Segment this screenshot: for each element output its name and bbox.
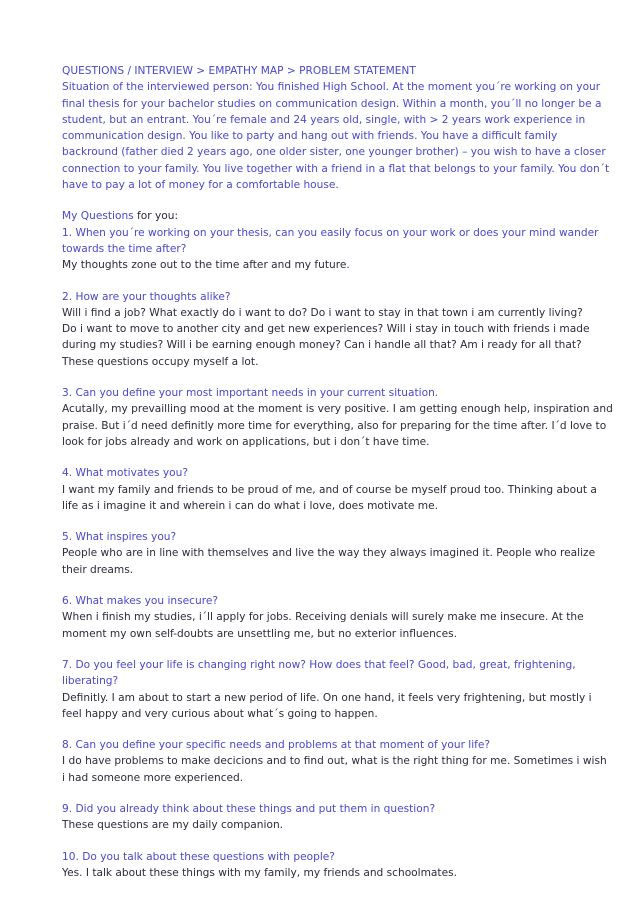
- qa-item: [62, 849, 582, 882]
- answer-text: life as i imagine it and wherein i can do what i love, does motivate me.: [62, 499, 438, 512]
- question-text: 9. Did you already think about these things and put them in question?: [62, 802, 436, 815]
- answer-text: When i finish my studies, i´ll apply for jobs. Receiving denials will surely make me insecure. At the: [62, 611, 584, 624]
- question-text: 2. How are your thoughts alike?: [62, 290, 231, 303]
- question-text: 8. Can you define your specific needs and problems at that moment of your life?: [62, 739, 491, 752]
- answer-text: Acutally, my prevailling mood at the moment is very positive. I am getting enough help, inspiration and: [62, 403, 613, 416]
- situation-line: communication design. You like to party and hang out with friends. You have a difficult family: [62, 130, 558, 143]
- qa-item: [62, 465, 597, 514]
- qa-item: [62, 737, 607, 786]
- answer-text: These questions occupy myself a lot.: [62, 355, 259, 368]
- answer-text: i had someone more experienced.: [62, 771, 244, 784]
- qa-list: [62, 225, 613, 882]
- situation-line: student, but an entrant. You´re female and 24 years old, single, with > 2 years work experience in: [62, 113, 586, 126]
- qa-item: [62, 225, 599, 274]
- answer-text: during my studies? Will i be earning enough money? Can i handle all that? Am i ready for all that?: [62, 339, 582, 352]
- question-text: liberating?: [62, 675, 119, 688]
- question-text: 3. Can you define your most important needs in your current situation.: [62, 387, 439, 400]
- answer-text: moment my own self-doubts are unsettling me, but no exterior influences.: [62, 627, 458, 640]
- situation-label: Situation of the interviewed person:: [62, 81, 253, 94]
- qa-item: [62, 657, 592, 722]
- question-text: 5. What inspires you?: [62, 531, 177, 544]
- qa-item: [62, 385, 613, 450]
- qa-item: [62, 801, 582, 834]
- answer-text: I do have problems to make decicions and to find out, what is the right thing for me. Sometimes i wish: [62, 755, 607, 768]
- my-questions-label: My Questions: [62, 210, 134, 223]
- situation-line: You finished High School. At the moment you´re working on your: [252, 81, 601, 94]
- answer-text: their dreams.: [62, 563, 134, 576]
- qa-item: [62, 593, 582, 642]
- document-content: [62, 63, 613, 881]
- answer-text: praise. But i´d need definitly more time for everything, also for preparing for the time after. I´d love to: [62, 419, 607, 432]
- question-text: towards the time after?: [62, 242, 187, 255]
- answer-text: Definitly. I am about to start a new period of life. On one hand, it feels very frightening, but mostly i: [62, 691, 592, 704]
- answer-text: feel happy and very curious about what´s going to happen.: [62, 707, 378, 720]
- answer-text: Do i want to move to another city and get new experiences? Will i stay in touch with friends i made: [62, 323, 590, 336]
- situation-line: connection to your family. You live together with a friend in a flat that belongs to your family. You don´t: [62, 162, 610, 175]
- situation-line: have to pay a lot of money for a comfortable house.: [62, 179, 339, 192]
- answer-text: look for jobs already and work on applications, but i don´t have time.: [62, 435, 430, 448]
- qa-item: [62, 289, 590, 370]
- my-questions-suffix: for you:: [133, 210, 179, 223]
- question-text: 10. Do you talk about these questions with people?: [62, 850, 335, 863]
- answer-text: My thoughts zone out to the time after and my future.: [62, 259, 350, 272]
- situation-line: final thesis for your bachelor studies on communication design. Within a month, you´ll no longer be a: [62, 97, 602, 110]
- answer-text: Yes. I talk about these things with my family, my friends and schoolmates.: [62, 866, 457, 879]
- answer-text: Will i find a job? What exactly do i want to do? Do i want to stay in that town i am currently living?: [62, 306, 583, 319]
- question-text: 7. Do you feel your life is changing right now? How does that feel? Good, bad, great, frightening,: [62, 658, 576, 671]
- answer-text: I want my family and friends to be proud of me, and of course be myself proud too. Thinking about a: [62, 483, 597, 496]
- question-text: 1. When you´re working on your thesis, can you easily focus on your work or does your mind wander: [62, 226, 599, 239]
- situation-line: backround (father died 2 years ago, one older sister, one younger brother) – you wish to have a closer: [62, 146, 606, 159]
- situation-block: [62, 79, 610, 193]
- question-text: 6. What makes you insecure?: [62, 595, 218, 608]
- document-heading: QUESTIONS / INTERVIEW > EMPATHY MAP > PROBLEM STATEMENT: [62, 65, 416, 77]
- qa-item: [62, 529, 596, 578]
- answer-text: These questions are my daily companion.: [62, 819, 284, 832]
- question-text: 4. What motivates you?: [62, 467, 188, 480]
- answer-text: People who are in line with themselves and live the way they always imagined it. People who realize: [62, 547, 596, 560]
